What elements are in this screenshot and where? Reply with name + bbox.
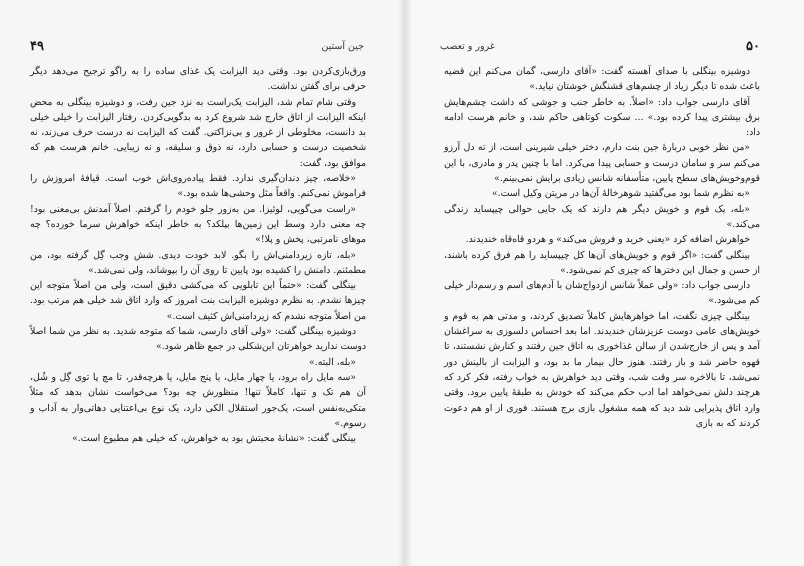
paragraph: «بله، تازه زیردامنی‌اش را بگو. لابد خودت دیدی. شش وجب گِل گرفته بود، من مطمئنم. دامنش را کشیده بود پایین تا روی آن را بپوشاند، ولی نمی‌شد.»: [30, 249, 366, 276]
running-head: غرور و تعصب: [440, 40, 495, 52]
paragraph: «راست می‌گویی، لوئیزا. من به‌زور جلو خودم را گرفتم. اصلاً آمدنش بی‌معنی بود! چه معنی دارد وسط این زمین‌ها بپلکد؟ به خاطر اینکه خواهرش سرما خورده؟ چه موهای نامرتبی، پخش و پلا!»: [30, 203, 366, 246]
paragraph: بینگلی گفت: «اگر قوم و خویش‌های آن‌ها کل چیپساید را هم فرق کرده باشند، از حسن و جمال این دخترها که چیزی کم نمی‌شود.»: [444, 249, 760, 276]
paragraph: «من نظر خوبی دربارهٔ جین بنت دارم، دختر خیلی شیرینی است، از ته دل آرزو می‌کنم سر و سامان درست و حسابی پیدا می‌کرد. اما با چنین پدر و مادری، با این قوم‌وخویش‌های سطح پایین، متأسفانه شانس زیادی برایش نمی‌بینم.»: [444, 142, 760, 185]
paragraph: «خلاصه، چیز دندان‌گیری ندارد. فقط پیاده‌روی‌اش خوب است. قیافهٔ امروزش را فراموش نمی‌کنم. واقعاً مثل وحشی‌ها شده بود.»: [30, 173, 366, 200]
paragraph: «به نظرم شما بود می‌گفتید شوهرخالهٔ آن‌ها در مریتن وکیل است.»: [491, 188, 750, 200]
right-page-body: [444, 64, 760, 431]
paragraph: بینگلی گفت: «نشانهٔ محبتش بود به خواهرش، که خیلی هم مطبوع است.»: [72, 433, 356, 445]
left-page-header: [30, 36, 364, 56]
paragraph: «بله، یک قوم و خویش دیگر هم دارند که یک جایی حوالی چیپساید زندگی می‌کند.»: [444, 203, 760, 230]
paragraph: دوشیزه بینگلی با صدای آهسته گفت: «آقای دارسی، گمان می‌کنم این قضیه باعث شده تا دیگر زیاد از چشم‌های قشنگش خوشتان نیاید.»: [444, 66, 760, 93]
paragraph: بینگلی گفت: «حتماً این تابلویی که می‌کشی دقیق است، ولی من اصلاً متوجه این چیزها نشدم. به نظرم دوشیزه الیزابت بنت امروز که وارد اتاق شد خیلی هم مرتب بود. من اصلاً متوجه نشدم که زیردامنی‌اش کثیف است.»: [30, 280, 366, 322]
paragraph: خواهرش اضافه کرد «یعنی خرید و فروش می‌کند» و هردو قاه‌قاه خندیدند.: [465, 234, 750, 246]
paragraph: «سه مایل راه برود، یا چهار مایل، یا پنج مایل، یا هرچه‌قدر، تا مچ پا توی گِل و شُل، آن هم تک و تنها، کاملاً تنها! منظورش چه بود؟ می‌خواست نشان بدهد که مثلاً متکی‌به‌نفس است، یک‌جور استقلال الکی دارد، یک نوع بی‌اعتنایی دهاتی‌وار به آداب و رسوم.»: [30, 371, 366, 429]
page-number: ۵۰: [746, 38, 760, 54]
page-number: ۴۹: [30, 38, 44, 54]
running-head: جین آستین: [321, 40, 364, 52]
paragraph: آقای دارسی جواب داد: «اصلاً. به خاطر جنب و جوشی که داشت چشم‌هایش برق بیشتری پیدا کرده بود.» ... سکوت کوتاهی حاکم شد، و خانم هرست ادامه داد:: [444, 96, 760, 139]
paragraph: ورق‌بازی‌کردن بود. وقتی دید الیزابت یک غذای ساده را به راگو ترجیح می‌دهد دیگر حرفی برای گفتن نداشت.: [30, 66, 366, 93]
paragraph: «بله، البته.»: [309, 356, 356, 368]
paragraph: دارسی جواب داد: «ولی عملاً شانس ازدواج‌شان با آدم‌های اسم و رسم‌دار خیلی کم می‌شود.»: [444, 280, 760, 307]
paragraph: بینگلی چیزی نگفت، اما خواهرهایش کاملاً تصدیق کردند، و مدتی هم به قوم و خویش‌های عامی دوست عزیزشان خندیدند. اما بعد احساس دلسوزی به سراغشان آمد و پس از خارج‌شدن از سالن غذاخوری به اتاق جین رفتند و کنارش نشستند، تا قهوه حاضر شد و باز رفتند. هنوز حال بیمار ما بد بود، و الیزابت از بالینش دور نمی‌شد، تا بالاخره سر وقت شب، وقتی دید خواهرش به خواب رفته، فکر کرد که هرچند دلش نمی‌خواهد اما ادب حکم می‌کند که خودش به طبقهٔ پایین برود. وقتی وارد اتاق پذیرایی شد دید که همه مشغول بازی برج هستند. فوری از او هم دعوت کردند که به بازی: [444, 310, 760, 429]
left-page-body: [30, 64, 366, 446]
paragraph: دوشیزه بینگلی گفت: «ولی آقای دارسی، شما که متوجه شدید. به نظر من شما اصلاً دوست ندارید خواهرتان این‌شکلی در جمع ظاهر شود.»: [30, 326, 366, 353]
book-gutter: [398, 0, 412, 566]
right-page: [404, 0, 804, 566]
right-page-header: [440, 36, 760, 56]
paragraph: وقتی شام تمام شد، الیزابت یک‌راست به نزد جین رفت، و دوشیزه بینگلی به محض اینکه الیزابت از اتاق خارج شد شروع کرد به بدگویی‌کردن. رفتار الیزابت را خیلی خیلی بد دانست، مخلوطی از غرور و بی‌نزاکتی. گفت که الیزابت نه درست حرف می‌زند، نه شخصیت درست و حسابی دارد، نه ذوق و سلیقه، و نه زیبایی. خانم هرست هم که موافق بود، گفت:: [30, 96, 366, 169]
